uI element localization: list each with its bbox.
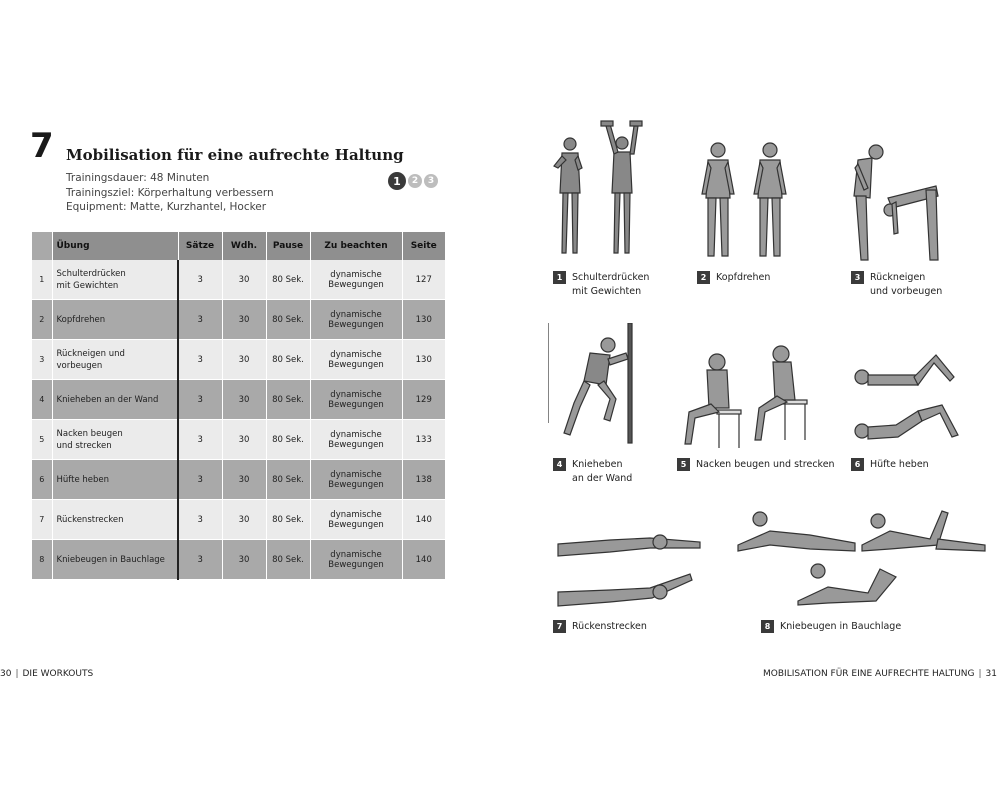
- caption-text: Schulterdrücken mit Gewichten: [572, 272, 650, 297]
- row-number: 6: [32, 460, 52, 500]
- exercise-name: Hüfte heben: [52, 460, 178, 500]
- reps-value: 30: [222, 260, 266, 300]
- table-row: [32, 340, 445, 380]
- caption-number: 2: [697, 271, 710, 284]
- right-page-number: 31: [985, 669, 997, 679]
- row-number: 3: [32, 340, 52, 380]
- table-row: [32, 500, 445, 540]
- training-goal: Trainingsziel: Körperhaltung verbessern: [66, 186, 274, 199]
- training-duration: Trainingsdauer: 48 Minuten: [66, 172, 210, 184]
- exercise-name: Kniebeugen in Bauchlage: [52, 540, 178, 580]
- left-page-number: 30: [0, 669, 12, 679]
- caption-number: 5: [677, 458, 690, 471]
- caption-text: Rückenstrecken: [572, 621, 647, 632]
- difficulty-levels: [388, 172, 438, 190]
- table-row: [32, 380, 445, 420]
- caption-number: 6: [851, 458, 864, 471]
- notes-value: dynamische Bewegungen: [310, 540, 402, 580]
- pause-value: 80 Sek.: [266, 260, 310, 300]
- caption-text: Rückneigen und vorbeugen: [870, 272, 943, 297]
- notes-value: dynamische Bewegungen: [310, 300, 402, 340]
- workout-table: [32, 232, 445, 580]
- row-number: 7: [32, 500, 52, 540]
- pause-value: 80 Sek.: [266, 300, 310, 340]
- chapter-number: 7: [30, 126, 54, 166]
- back-extension-illustration: [550, 530, 710, 615]
- pause-value: 80 Sek.: [266, 380, 310, 420]
- row-number: 5: [32, 420, 52, 460]
- page-ref: 133: [402, 420, 445, 460]
- caption-number: 8: [761, 620, 774, 633]
- table-row: [32, 460, 445, 500]
- caption-8: [761, 620, 901, 634]
- caption-text: Hüfte heben: [870, 459, 929, 470]
- caption-text: Kniebeugen in Bauchlage: [780, 621, 902, 632]
- right-section-title: MOBILISATION FÜR EINE AUFRECHTE HALTUNG: [763, 669, 975, 679]
- pause-value: 80 Sek.: [266, 540, 310, 580]
- exercise-name: Nacken beugen und strecken: [52, 420, 178, 460]
- caption-6: [851, 458, 929, 472]
- caption-text: Knieheben an der Wand: [572, 459, 633, 484]
- header-exercise: Übung: [52, 232, 178, 260]
- pause-value: 80 Sek.: [266, 500, 310, 540]
- caption-3: [851, 271, 942, 299]
- page-ref: 140: [402, 500, 445, 540]
- caption-5: [677, 458, 835, 472]
- notes-value: dynamische Bewegungen: [310, 500, 402, 540]
- header-notes: Zu beachten: [310, 232, 402, 260]
- notes-value: dynamische Bewegungen: [310, 380, 402, 420]
- sets-value: 3: [178, 420, 222, 460]
- sets-value: 3: [178, 460, 222, 500]
- notes-value: dynamische Bewegungen: [310, 260, 402, 300]
- exercise-name: Rückenstrecken: [52, 500, 178, 540]
- page-ref: 140: [402, 540, 445, 580]
- sets-value: 3: [178, 540, 222, 580]
- page-ref: 130: [402, 300, 445, 340]
- exercise-name: Knieheben an der Wand: [52, 380, 178, 420]
- caption-1: [553, 271, 649, 299]
- neck-bend-illustration: [675, 340, 825, 452]
- pause-value: 80 Sek.: [266, 340, 310, 380]
- sets-value: 3: [178, 300, 222, 340]
- row-number: 1: [32, 260, 52, 300]
- row-number: 8: [32, 540, 52, 580]
- row-number: 4: [32, 380, 52, 420]
- caption-number: 4: [553, 458, 566, 471]
- table-header-row: [32, 232, 445, 260]
- prone-knee-bend-illustration: [730, 505, 995, 615]
- wall-knee-raise-illustration: [548, 323, 653, 453]
- table-body: [32, 260, 445, 580]
- left-section-title: DIE WORKOUTS: [22, 669, 94, 679]
- chapter-title: Mobilisation für eine aufrechte Haltung: [66, 146, 404, 164]
- footer-left: [0, 669, 93, 679]
- level-3-badge: 3: [424, 174, 438, 188]
- head-turn-illustration: [690, 138, 805, 263]
- reps-value: 30: [222, 540, 266, 580]
- header-page: Seite: [402, 232, 445, 260]
- reps-value: 30: [222, 340, 266, 380]
- lean-back-forward-illustration: [846, 138, 946, 266]
- training-equipment: Equipment: Matte, Kurzhantel, Hocker: [66, 201, 267, 213]
- header-pause: Pause: [266, 232, 310, 260]
- header-sets: Sätze: [178, 232, 222, 260]
- pause-value: 80 Sek.: [266, 460, 310, 500]
- level-2-badge: 2: [408, 174, 422, 188]
- row-number: 2: [32, 300, 52, 340]
- table-row: [32, 540, 445, 580]
- sets-value: 3: [178, 380, 222, 420]
- caption-text: Kopfdrehen: [716, 272, 771, 283]
- page-ref: 138: [402, 460, 445, 500]
- sets-value: 3: [178, 260, 222, 300]
- shoulder-press-illustration: [548, 118, 648, 263]
- pause-value: 80 Sek.: [266, 420, 310, 460]
- header-num: [32, 232, 52, 260]
- workout-meta: [66, 171, 274, 215]
- page-ref: 129: [402, 380, 445, 420]
- caption-number: 7: [553, 620, 566, 633]
- caption-2: [697, 271, 770, 285]
- table-row: [32, 300, 445, 340]
- caption-7: [553, 620, 647, 634]
- page-ref: 127: [402, 260, 445, 300]
- reps-value: 30: [222, 420, 266, 460]
- hip-raise-illustration: [846, 345, 971, 455]
- caption-number: 1: [553, 271, 566, 284]
- notes-value: dynamische Bewegungen: [310, 420, 402, 460]
- caption-number: 3: [851, 271, 864, 284]
- footer-separator: |: [978, 669, 982, 679]
- sets-value: 3: [178, 340, 222, 380]
- notes-value: dynamische Bewegungen: [310, 460, 402, 500]
- caption-4: [553, 458, 632, 486]
- sets-value: 3: [178, 500, 222, 540]
- footer-right: [763, 669, 997, 679]
- reps-value: 30: [222, 460, 266, 500]
- reps-value: 30: [222, 380, 266, 420]
- footer-separator: |: [15, 669, 19, 679]
- header-reps: Wdh.: [222, 232, 266, 260]
- reps-value: 30: [222, 500, 266, 540]
- caption-text: Nacken beugen und strecken: [696, 459, 835, 470]
- exercise-name: Kopfdrehen: [52, 300, 178, 340]
- exercise-name: Rückneigen und vorbeugen: [52, 340, 178, 380]
- level-1-badge: 1: [388, 172, 406, 190]
- reps-value: 30: [222, 300, 266, 340]
- table-row: [32, 420, 445, 460]
- table-row: [32, 260, 445, 300]
- notes-value: dynamische Bewegungen: [310, 340, 402, 380]
- page-ref: 130: [402, 340, 445, 380]
- exercise-name: Schulterdrücken mit Gewichten: [52, 260, 178, 300]
